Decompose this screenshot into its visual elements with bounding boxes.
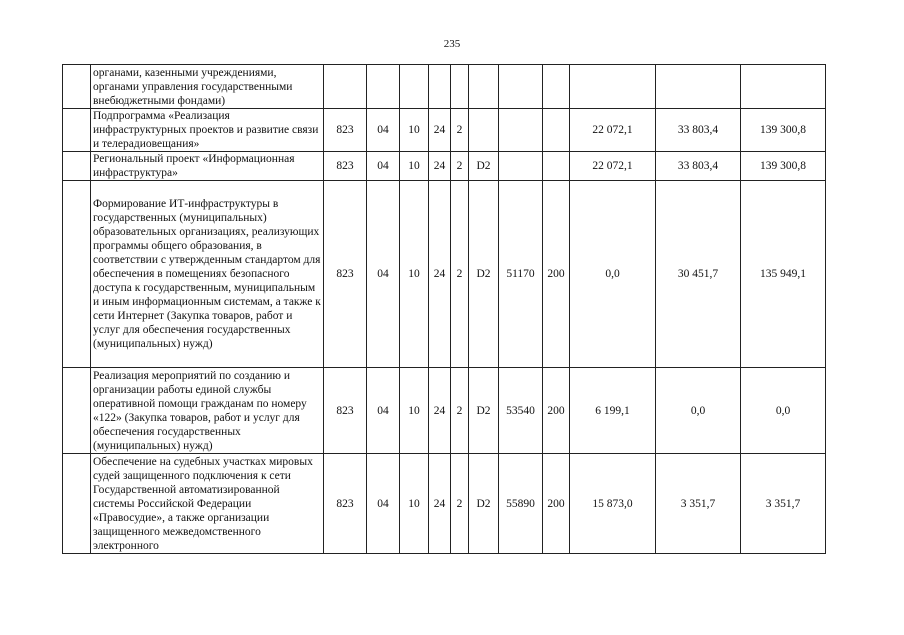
amount-year1-cell: 22 072,1 [570,152,656,181]
amount-year1-cell: 0,0 [570,181,656,368]
section-cell: 04 [367,368,400,454]
amount-year2-cell [656,65,741,109]
grbs-cell [324,65,367,109]
table-row [63,65,826,109]
amount-year1-cell: 6 199,1 [570,368,656,454]
amount-year1-cell [570,65,656,109]
subsection-cell: 10 [400,152,429,181]
amount-year2-cell: 30 451,7 [656,181,741,368]
amount-year2-cell: 3 351,7 [656,454,741,554]
target-article-subprogram-cell: 2 [451,181,469,368]
subsection-cell [400,65,429,109]
amount-year2-cell: 33 803,4 [656,109,741,152]
grbs-cell: 823 [324,181,367,368]
amount-year3-cell: 3 351,7 [741,454,826,554]
amount-year3-cell [741,65,826,109]
subsection-cell: 10 [400,109,429,152]
expense-type-cell [543,65,570,109]
expense-type-cell [543,109,570,152]
subsection-cell: 10 [400,181,429,368]
target-article-program-cell [429,65,451,109]
section-cell: 04 [367,109,400,152]
section-cell [367,65,400,109]
target-article-project-cell: D2 [469,152,499,181]
amount-year3-cell: 139 300,8 [741,152,826,181]
budget-table [62,64,826,554]
target-article-program-cell: 24 [429,368,451,454]
subsection-cell: 10 [400,454,429,554]
target-article-project-cell [469,65,499,109]
grbs-cell: 823 [324,152,367,181]
row-index-cell [63,368,91,454]
amount-year3-cell: 139 300,8 [741,109,826,152]
amount-year2-cell: 0,0 [656,368,741,454]
table-row [63,454,826,554]
target-article-direction-cell [499,65,543,109]
item-name-cell: Региональный проект «Информационная инфраструктура» [91,152,324,181]
section-cell: 04 [367,152,400,181]
target-article-program-cell: 24 [429,454,451,554]
amount-year1-cell: 22 072,1 [570,109,656,152]
section-cell: 04 [367,181,400,368]
target-article-subprogram-cell: 2 [451,368,469,454]
section-cell: 04 [367,454,400,554]
page-number: 235 [443,38,461,50]
target-article-direction-cell [499,152,543,181]
amount-year3-cell: 0,0 [741,368,826,454]
target-article-direction-cell: 53540 [499,368,543,454]
row-index-cell [63,152,91,181]
amount-year1-cell: 15 873,0 [570,454,656,554]
table-row [63,368,826,454]
item-name-cell: Подпрограмма «Реализация инфраструктурных проектов и развитие связи и телерадиовещания» [91,109,324,152]
row-index-cell [63,181,91,368]
target-article-direction-cell [499,109,543,152]
row-index-cell [63,454,91,554]
target-article-program-cell: 24 [429,109,451,152]
target-article-direction-cell: 55890 [499,454,543,554]
expense-type-cell [543,152,570,181]
target-article-project-cell [469,109,499,152]
target-article-project-cell: D2 [469,454,499,554]
target-article-subprogram-cell [451,65,469,109]
table-row [63,152,826,181]
target-article-project-cell: D2 [469,368,499,454]
expense-type-cell: 200 [543,181,570,368]
item-name-cell: Обеспечение на судебных участках мировых судей защищенного подключения к сети Государственной автоматизированной системы Российской Федерации «Правосудие», а также организации защищенного межведомственного электронного [91,454,324,554]
grbs-cell: 823 [324,109,367,152]
amount-year2-cell: 33 803,4 [656,152,741,181]
target-article-program-cell: 24 [429,181,451,368]
target-article-program-cell: 24 [429,152,451,181]
target-article-subprogram-cell: 2 [451,454,469,554]
item-name-cell: Реализация мероприятий по созданию и организации работы единой службы оперативной помощи гражданам по номеру «122» (Закупка товаров, работ и услуг для обеспечения государственных (муниципальных) нужд) [91,368,324,454]
expense-type-cell: 200 [543,454,570,554]
grbs-cell: 823 [324,368,367,454]
grbs-cell: 823 [324,454,367,554]
target-article-subprogram-cell: 2 [451,152,469,181]
expense-type-cell: 200 [543,368,570,454]
table-row [63,181,826,368]
item-name-cell: органами, казенными учреждениями, органами управления государственными внебюджетными фондами) [91,65,324,109]
target-article-subprogram-cell: 2 [451,109,469,152]
row-index-cell [63,109,91,152]
subsection-cell: 10 [400,368,429,454]
table-row [63,109,826,152]
amount-year3-cell: 135 949,1 [741,181,826,368]
target-article-project-cell: D2 [469,181,499,368]
target-article-direction-cell: 51170 [499,181,543,368]
row-index-cell [63,65,91,109]
item-name-cell: Формирование ИТ-инфраструктуры в государственных (муниципальных) образовательных организациях, реализующих программы общего образования, в соответствии с утвержденным стандартом для обеспечения в помещениях безопасного доступа к государственным, муниципальным и иным информационным системам, а также к сети Интернет (Закупка товаров, работ и услуг для обеспечения государственных (муниципальных) нужд) [91,181,324,368]
